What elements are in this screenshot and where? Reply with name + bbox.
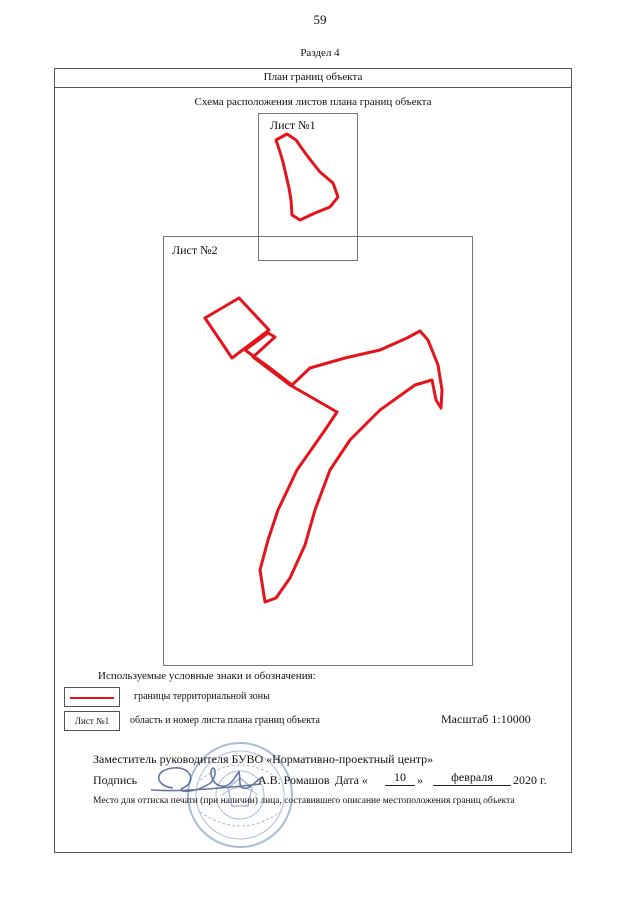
legend-sheet-label: область и номер листа плана границ объекта xyxy=(130,715,320,726)
legend-boundary-label: границы территориальной зоны xyxy=(134,691,270,702)
boundary-shape-block xyxy=(205,298,269,358)
deputy-signatory-line: Заместитель руководителя БУВО «Нормативно-проектный центр» xyxy=(93,752,434,766)
signature-row xyxy=(93,770,563,791)
signature-label: Подпись xyxy=(93,773,138,787)
sheet-2-label: Лист №2 xyxy=(172,243,218,257)
plan-frame-title: План границ объекта xyxy=(54,68,572,88)
date-label: Дата « xyxy=(335,773,368,787)
date-month: февраля xyxy=(433,770,511,786)
page-number: 59 xyxy=(313,12,327,27)
date-day: 10 xyxy=(385,770,415,786)
date-quote-close: » xyxy=(417,773,423,787)
section-title: Раздел 4 xyxy=(300,47,340,59)
boundary-shape-sheet1 xyxy=(276,134,338,220)
date-year: 2020 г. xyxy=(513,773,547,787)
legend-sheet-swatch: Лист №1 xyxy=(64,711,120,731)
sheet-layout-title: Схема расположения листов плана границ объекта xyxy=(194,96,432,108)
stamp-placement-note: Место для оттиска печати (при наличии) лица, составившего описание местоположения границ объекта xyxy=(93,796,515,806)
signatory-name: А.В. Ромашов xyxy=(258,773,330,787)
boundary-shape-main xyxy=(245,331,442,602)
legend-boundary-swatch xyxy=(70,697,114,699)
scale-label: Масштаб 1:10000 xyxy=(441,712,531,726)
sheet-1-label: Лист №1 xyxy=(270,118,316,132)
legend-heading: Используемые условные знаки и обозначения: xyxy=(98,670,316,682)
